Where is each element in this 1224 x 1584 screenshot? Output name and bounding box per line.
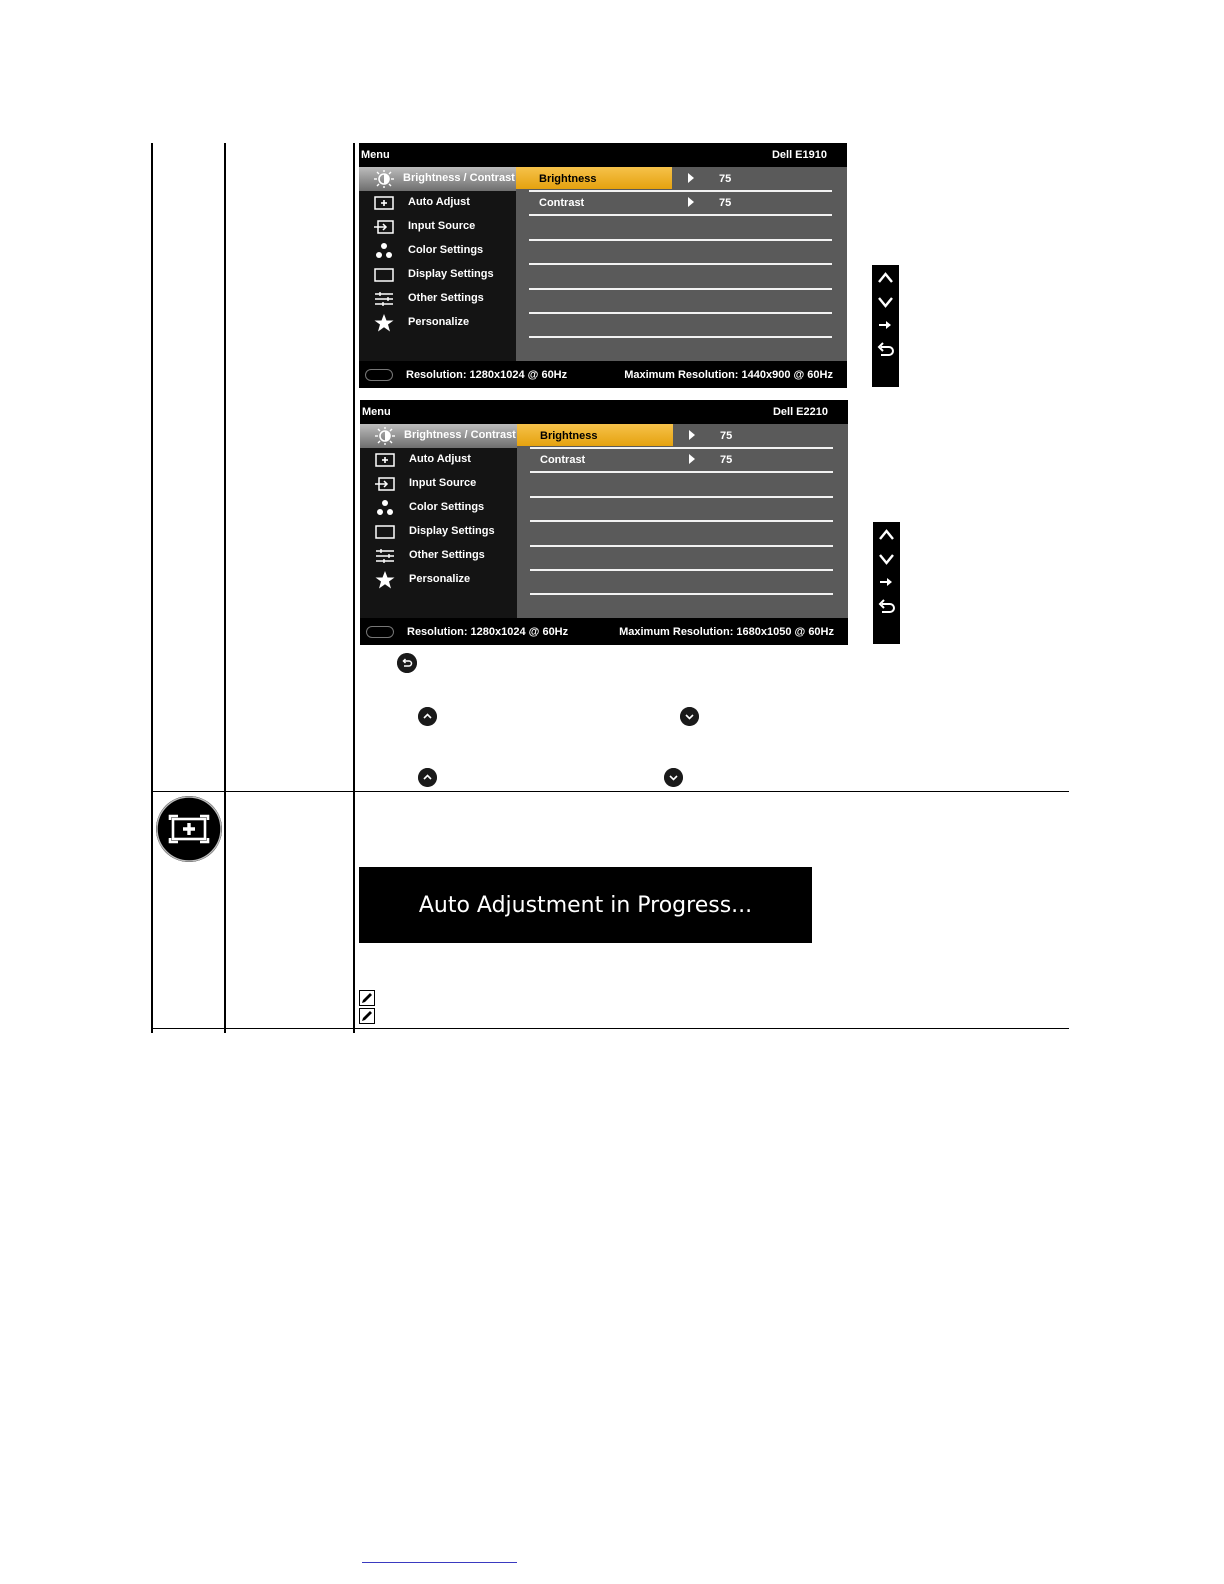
menu-item-label: Display Settings xyxy=(408,268,494,280)
up-button-icon xyxy=(418,707,437,726)
submenu-value: 75 xyxy=(719,173,732,185)
menu-item-label: Auto Adjust xyxy=(409,453,471,465)
display-settings-icon xyxy=(373,266,395,284)
back-icon[interactable] xyxy=(876,339,895,359)
menu-item-brightness-contrast[interactable] xyxy=(360,424,517,448)
submenu-rule xyxy=(530,545,833,547)
menu-item-label: Color Settings xyxy=(408,244,484,256)
submenu-value: 75 xyxy=(720,430,733,442)
osd-max-resolution: Maximum Resolution: 1680x1050 @ 60Hz xyxy=(619,626,834,638)
front-panel-buttons xyxy=(872,265,899,387)
back-icon[interactable] xyxy=(877,596,896,616)
back-button-icon xyxy=(397,653,417,673)
table-border-col2 xyxy=(224,143,226,1033)
arrow-right-icon xyxy=(689,454,695,464)
menu-item-label: Display Settings xyxy=(409,525,495,537)
other-settings-icon xyxy=(374,547,396,565)
menu-item-other-settings[interactable] xyxy=(359,287,516,311)
arrow-right-icon xyxy=(688,173,694,183)
submenu-rule xyxy=(530,471,833,473)
menu-item-color-settings[interactable] xyxy=(360,496,517,520)
table-bottom-border xyxy=(151,1028,1069,1029)
osd-resolution: Resolution: 1280x1024 @ 60Hz xyxy=(406,369,568,381)
up-icon[interactable] xyxy=(877,525,896,545)
submenu-contrast[interactable] xyxy=(516,191,847,215)
osd-title: Menu xyxy=(362,406,391,418)
menu-item-personalize[interactable] xyxy=(359,311,516,335)
menu-item-label: Auto Adjust xyxy=(408,196,470,208)
vga-connector-icon xyxy=(366,626,394,638)
submenu-brightness[interactable] xyxy=(517,424,848,448)
submenu-value: 75 xyxy=(720,454,733,466)
menu-item-auto-adjust[interactable] xyxy=(359,191,516,215)
submenu-label: Contrast xyxy=(540,454,586,466)
color-settings-icon xyxy=(373,242,395,260)
menu-item-color-settings[interactable] xyxy=(359,239,516,263)
submenu-label: Contrast xyxy=(539,197,585,209)
osd-menu-e1910 xyxy=(359,143,847,388)
submenu-rule xyxy=(529,263,832,265)
menu-item-brightness-contrast[interactable] xyxy=(359,167,516,191)
brightness-icon xyxy=(373,170,395,188)
auto-adjust-icon xyxy=(374,451,396,469)
right-arrow-icon[interactable] xyxy=(876,315,895,335)
submenu-rule xyxy=(530,569,833,571)
note-pencil-icon xyxy=(359,1008,375,1024)
osd-model: Dell E1910 xyxy=(771,149,827,161)
menu-item-label: Personalize xyxy=(409,573,471,585)
vga-connector-icon xyxy=(365,369,393,381)
osd-resolution: Resolution: 1280x1024 @ 60Hz xyxy=(407,626,569,638)
osd-menu-e2210 xyxy=(360,400,848,645)
submenu-brightness[interactable] xyxy=(516,167,847,191)
menu-item-label: Input Source xyxy=(409,477,477,489)
menu-item-auto-adjust[interactable] xyxy=(360,448,517,472)
submenu-rule xyxy=(530,520,833,522)
menu-item-label: Input Source xyxy=(408,220,476,232)
menu-item-personalize[interactable] xyxy=(360,568,517,592)
note-pencil-icon xyxy=(359,990,375,1006)
auto-adjust-button-icon xyxy=(156,796,222,862)
down-button-icon xyxy=(680,707,699,726)
down-icon[interactable] xyxy=(877,549,896,569)
menu-item-label: Color Settings xyxy=(409,501,485,513)
submenu-rule xyxy=(529,336,832,338)
footer-link-underline[interactable] xyxy=(362,1562,517,1563)
menu-item-display-settings[interactable] xyxy=(360,520,517,544)
right-arrow-icon[interactable] xyxy=(877,572,896,592)
up-button-icon xyxy=(418,768,437,787)
menu-item-label: Other Settings xyxy=(409,549,485,561)
front-panel-buttons xyxy=(873,522,900,644)
menu-item-label: Brightness / Contrast xyxy=(403,172,515,184)
submenu-contrast[interactable] xyxy=(517,448,848,472)
submenu-value: 75 xyxy=(719,197,732,209)
menu-item-other-settings[interactable] xyxy=(360,544,517,568)
submenu-label: Brightness xyxy=(540,430,598,442)
brightness-icon xyxy=(374,427,396,445)
submenu-rule xyxy=(530,496,833,498)
star-icon xyxy=(373,314,395,332)
submenu-rule xyxy=(529,190,832,192)
osd-model: Dell E2210 xyxy=(772,406,828,418)
table-border-left xyxy=(151,143,153,1033)
arrow-right-icon xyxy=(688,197,694,207)
color-settings-icon xyxy=(374,499,396,517)
menu-item-label: Other Settings xyxy=(408,292,484,304)
auto-adjustment-message: Auto Adjustment in Progress... xyxy=(418,893,753,918)
osd-footer xyxy=(360,618,848,645)
osd-footer xyxy=(359,361,847,388)
table-border-col3 xyxy=(353,143,355,1033)
auto-adjustment-message-box xyxy=(359,867,812,943)
submenu-rule xyxy=(529,239,832,241)
input-source-icon xyxy=(373,218,395,236)
star-icon xyxy=(374,571,396,589)
input-source-icon xyxy=(374,475,396,493)
submenu-rule xyxy=(529,288,832,290)
down-icon[interactable] xyxy=(876,292,895,312)
other-settings-icon xyxy=(373,290,395,308)
submenu-label: Brightness xyxy=(539,173,597,185)
menu-item-label: Personalize xyxy=(408,316,470,328)
osd-max-resolution: Maximum Resolution: 1440x900 @ 60Hz xyxy=(624,369,833,381)
submenu-rule xyxy=(530,447,833,449)
auto-adjust-icon xyxy=(373,194,395,212)
osd-title: Menu xyxy=(361,149,390,161)
up-icon[interactable] xyxy=(876,268,895,288)
submenu-rule xyxy=(530,593,833,595)
menu-item-input-source[interactable] xyxy=(359,215,516,239)
table-row-divider xyxy=(151,791,1069,792)
menu-item-input-source[interactable] xyxy=(360,472,517,496)
menu-item-display-settings[interactable] xyxy=(359,263,516,287)
arrow-right-icon xyxy=(689,430,695,440)
down-button-icon xyxy=(664,768,683,787)
submenu-rule xyxy=(529,214,832,216)
display-settings-icon xyxy=(374,523,396,541)
menu-item-label: Brightness / Contrast xyxy=(404,429,516,441)
submenu-rule xyxy=(529,312,832,314)
